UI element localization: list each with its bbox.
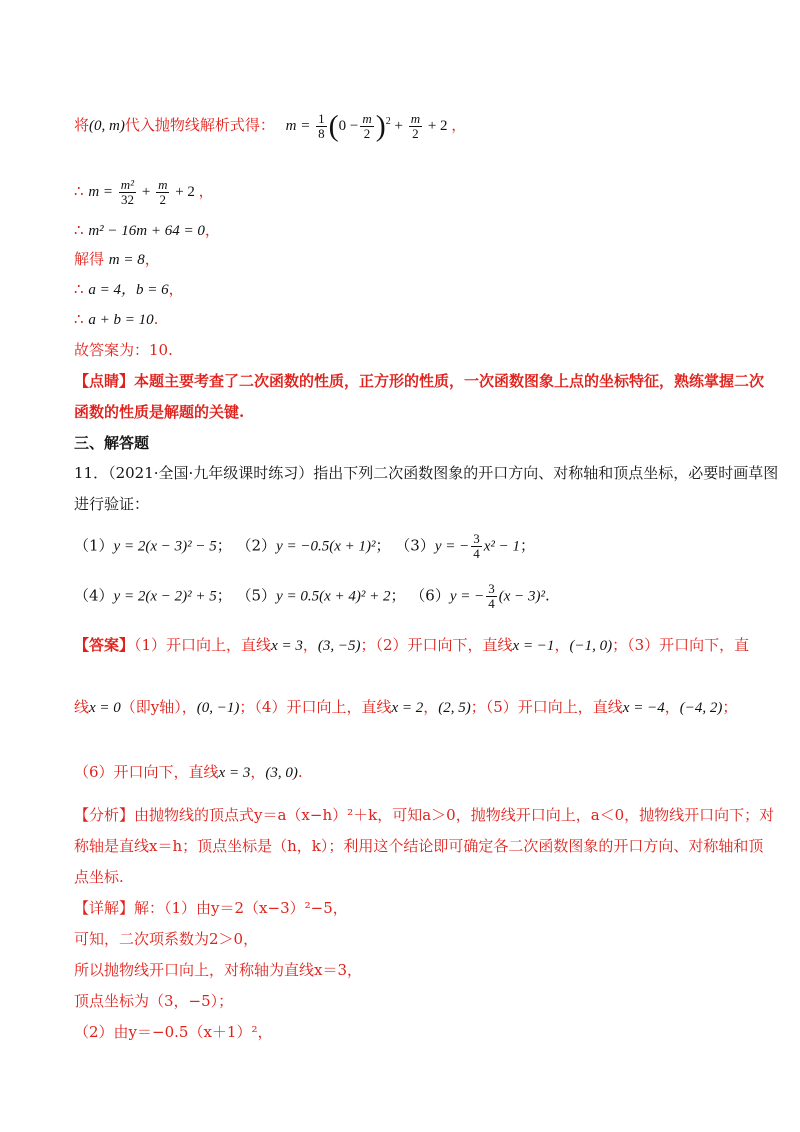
text: ， — [451, 116, 467, 134]
analysis-line-3: 点坐标. — [74, 868, 124, 886]
item-label: （6） — [410, 586, 450, 605]
item-expr: y = − — [449, 588, 485, 605]
fraction: $\frac{3}{4}$ — [488, 581, 495, 611]
point-expr: (3, −5) — [317, 638, 361, 654]
detail-line-3: 所以抛物线开口向上，对称轴为直线x＝3， — [74, 961, 363, 979]
fraction: $\frac{m}{2}$ — [410, 111, 421, 142]
fraction: $\frac{3}{4}$ — [473, 531, 480, 561]
question-items-row-1: （1）y = 2(x − 3)² − 5； （2）y = −0.5(x + 1)²； （3）y = − $\frac{3}{4}$ x² − 1； — [74, 531, 536, 561]
math-text: 0 − — [338, 118, 359, 134]
question-items-row-2: （4）y = 2(x − 2)² + 5； （5）y = 0.5(x + 4)² + 2； （6）y = − $\frac{3}{4}$ (x − 3)². — [74, 581, 550, 611]
point-expr: (2, 5) — [438, 700, 471, 716]
answer-line-1: 【答案】（1）开口向上，直线x = 3，(3, −5)；（2）开口向下，直线x = −1，(−1, 0)；（3）开口向下，直 — [74, 636, 750, 654]
item-label: （4） — [74, 586, 114, 605]
math-text: + — [394, 118, 403, 134]
text: 解得 — [74, 250, 105, 268]
math-expr: x = 3 — [271, 638, 303, 654]
item-expr: y = 2(x − 2)² + 5 — [113, 588, 217, 605]
question-11-line-2: 进行验证： — [74, 495, 150, 513]
analysis-line-2: 称轴是直线x＝h；顶点坐标是（h，k）；利用这个结论即可确定各二次函数图象的开口方向、对称轴和顶 — [74, 837, 764, 855]
item-label: （1） — [74, 536, 114, 555]
math-expr: a = 4，b = 6 — [88, 282, 169, 298]
therefore-line-4 — [74, 309, 158, 330]
section-title: 三、解答题 — [74, 434, 150, 452]
fraction: $\frac{\text{m²}}{32}$ — [120, 177, 135, 207]
point-expr: (0, m) — [89, 118, 125, 134]
item-expr: y = −0.5(x + 1)² — [276, 538, 376, 555]
math-expr: a + b = 10 — [88, 312, 154, 328]
therefore-symbol: ∴ — [74, 181, 84, 200]
fraction: $\frac{m}{2}$ — [158, 177, 168, 207]
detail-line-5: （2）由y＝−0.5（x＋1）²， — [74, 1023, 273, 1041]
text: 将 — [74, 116, 90, 134]
item-label: （3） — [395, 536, 435, 555]
math-text: m = — [88, 183, 114, 200]
math-expr: x = −1 — [512, 638, 555, 654]
point-expr: (0, −1) — [196, 700, 240, 716]
analysis-line-1: 【分析】由抛物线的顶点式y＝a（x−h）²＋k，可知a＞0，抛物线开口向上，a＜0，抛物线开口向下；对 — [74, 806, 775, 824]
therefore-symbol: ∴ — [74, 221, 84, 239]
math-expr: x = 0 — [89, 700, 121, 716]
therefore-line-3 — [74, 279, 184, 300]
item-label: （2） — [236, 536, 277, 555]
solve-line — [74, 249, 160, 270]
point-expr: (−4, 2) — [679, 700, 723, 716]
therefore-line-1: ∴ m = $\frac{\text{m²}}{32}$ + $\frac{m}{2}$ + 2 ， — [74, 177, 214, 207]
item-expr: y = 2(x − 3)² − 5 — [113, 538, 217, 555]
answer-tag: 【答案】 — [74, 636, 135, 654]
math-expr: x = 3 — [218, 765, 251, 781]
therefore-line-2 — [74, 220, 220, 241]
comment-line-1: 【点睛】本题主要考查了二次函数的性质，正方形的性质，一次函数图象上点的坐标特征，熟练掌握二次 — [74, 372, 765, 390]
item-expr: y = 0.5(x + 4)² + 2 — [276, 588, 391, 605]
text: 代入抛物线解析式得： — [124, 116, 275, 134]
item-expr: y = − — [434, 538, 470, 555]
detail-line-4: 顶点坐标为（3，−5）； — [74, 992, 234, 1010]
text: ， — [144, 250, 160, 268]
question-11-line-1: 11．（2021·全国·九年级课时练习）指出下列二次函数图象的开口方向、对称轴和顶点坐标，必要时画草图 — [74, 464, 779, 482]
answer-line-2: 线x = 0（即y轴），(0, −1)；（4）开口向上，直线x = 2，(2, 5)；（5）开口向上，直线x = −4，(−4, 2)； — [74, 698, 738, 716]
text: . — [153, 310, 159, 328]
text: ， — [198, 181, 214, 200]
item-label: （5） — [236, 586, 277, 605]
point-expr: (−1, 0) — [569, 638, 613, 654]
math-text: m = — [285, 118, 311, 134]
item-expr: x² − 1 — [483, 538, 521, 555]
math-expr: m² − 16m + 64 = 0 — [88, 223, 205, 239]
detail-line-2: 可知，二次项系数为2＞0， — [74, 930, 259, 948]
fraction: $\frac{1}{8}$ — [318, 111, 325, 142]
point-expr: (3, 0) — [265, 765, 298, 781]
detail-line-1: 【详解】解：（1）由y＝2（x−3）²−5， — [74, 899, 348, 917]
math-expr: x = 2 — [391, 700, 424, 716]
answer-line-3: （6）开口向下，直线x = 3，(3, 0). — [74, 763, 303, 781]
substitution-line: 将(0, m)代入抛物线解析式得： m = $\frac{1}{8}$ (0 − $\frac{m}{2}$ )$^2$ + $\frac{m}{2}$ + 2 ， — [74, 109, 467, 143]
previous-answer: 故答案为：10. — [74, 341, 173, 359]
text: ， — [168, 280, 184, 298]
math-text: + 2 — [427, 118, 448, 134]
fraction: $\frac{m}{2}$ — [362, 111, 372, 142]
item-expr: (x − 3)² — [498, 588, 546, 605]
therefore-symbol: ∴ — [74, 280, 84, 298]
comment-line-2: 函数的性质是解题的关键. — [74, 403, 245, 421]
therefore-symbol: ∴ — [74, 310, 84, 328]
math-expr: x = −4 — [622, 700, 665, 716]
math-text: + 2 — [175, 183, 195, 200]
text: ， — [204, 221, 220, 239]
math-expr: m = 8 — [108, 252, 145, 268]
